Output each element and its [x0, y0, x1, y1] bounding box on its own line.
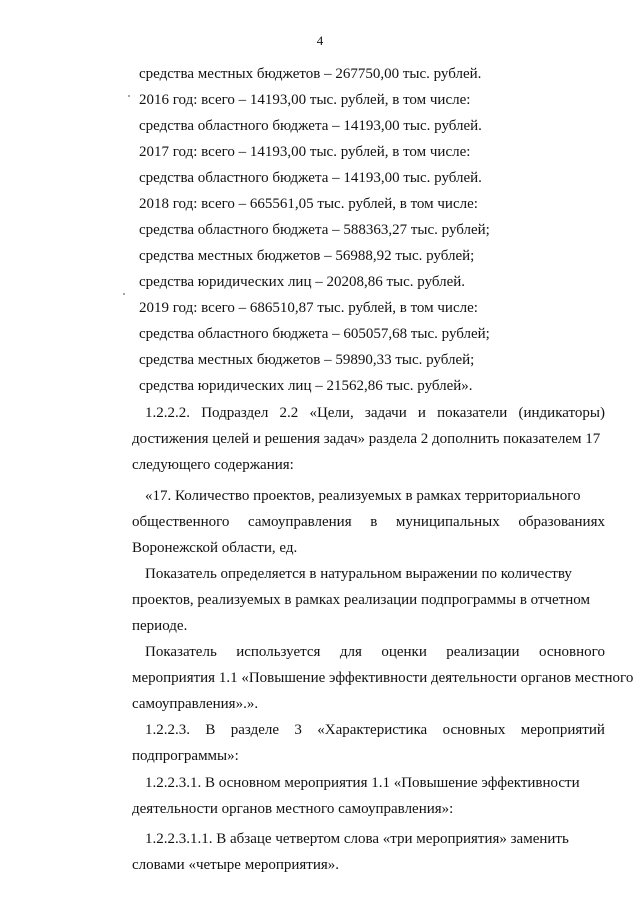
word: используется [236, 644, 321, 660]
funding-line: 2017 год: всего – 14193,00 тыс. рублей, в том числе: [139, 144, 471, 160]
word: 2.2 [279, 405, 299, 421]
funding-line: средства областного бюджета – 588363,27 тыс. рублей; [139, 222, 490, 238]
word: показатели [437, 405, 508, 421]
funding-line: средства областного бюджета – 14193,00 тыс. рублей. [139, 118, 482, 134]
paragraph-line [145, 643, 605, 661]
paragraph-line: достижения целей и решения задач» раздела 2 дополнить показателем 17 [132, 431, 601, 447]
funding-line: средства областного бюджета – 605057,68 тыс. рублей; [139, 326, 490, 342]
paragraph-line: словами «четыре мероприятия». [132, 857, 340, 873]
word: основного [539, 644, 605, 660]
funding-line: средства местных бюджетов – 59890,33 тыс. рублей; [139, 352, 475, 368]
paragraph-line: Показатель определяется в натуральном выражении по количеству [145, 566, 572, 582]
word: разделе [230, 722, 280, 738]
word: 3 [294, 722, 302, 738]
scan-speck [123, 293, 125, 295]
word: «Характеристика [317, 722, 428, 738]
paragraph-line: подпрограммы»: [132, 748, 239, 764]
paragraph-line: периоде. [132, 618, 188, 634]
paragraph-line: проектов, реализуемых в рамках реализации подпрограммы в отчетном [132, 592, 590, 608]
paragraph-line: 1.2.2.3.1.1. В абзаце четвертом слова «три мероприятия» заменить [145, 831, 569, 847]
word: для [339, 644, 362, 660]
paragraph-line: Воронежской области, ед. [132, 540, 298, 556]
paragraph-line [132, 513, 605, 531]
word: В [205, 722, 216, 738]
word: Показатель [145, 644, 217, 660]
word: мероприятий [520, 722, 605, 738]
paragraph-line: самоуправления».». [132, 696, 259, 712]
funding-line: средства местных бюджетов – 267750,00 тыс. рублей. [139, 66, 482, 82]
funding-line: средства юридических лиц – 20208,86 тыс. рублей. [139, 274, 466, 290]
paragraph-line: следующего содержания: [132, 457, 294, 473]
funding-line: 2018 год: всего – 665561,05 тыс. рублей, в том числе: [139, 196, 478, 212]
paragraph-line: «17. Количество проектов, реализуемых в рамках территориального [145, 488, 581, 504]
word: (индикаторы) [518, 405, 605, 421]
paragraph-line [145, 721, 605, 739]
funding-line: 2016 год: всего – 14193,00 тыс. рублей, в том числе: [139, 92, 471, 108]
word: «Цели, [309, 405, 354, 421]
word: 1.2.2.2. [145, 405, 190, 421]
page-number: 4 [316, 33, 324, 48]
word: самоуправления [248, 514, 352, 530]
word: основных [442, 722, 506, 738]
word: и [417, 405, 426, 421]
word: муниципальных [395, 514, 500, 530]
word: реализации [446, 644, 520, 660]
funding-line: средства местных бюджетов – 56988,92 тыс. рублей; [139, 248, 475, 264]
word: задачи [364, 405, 407, 421]
paragraph-line [145, 404, 605, 422]
word: образованиях [518, 514, 605, 530]
word: в [370, 514, 378, 530]
word: общественного [132, 514, 230, 530]
word: 1.2.2.3. [145, 722, 190, 738]
paragraph-line: мероприятия 1.1 «Повышение эффективности деятельности органов местного [132, 670, 634, 686]
paragraph-line: 1.2.2.3.1. В основном мероприятия 1.1 «Повышение эффективности [145, 775, 580, 791]
word: оценки [381, 644, 427, 660]
word: Подраздел [201, 405, 269, 421]
funding-line: средства юридических лиц – 21562,86 тыс. рублей». [139, 378, 473, 394]
paragraph-line: деятельности органов местного самоуправления»: [132, 801, 454, 817]
funding-line: 2019 год: всего – 686510,87 тыс. рублей, в том числе: [139, 300, 478, 316]
scan-speck [128, 95, 130, 97]
funding-line: средства областного бюджета – 14193,00 тыс. рублей. [139, 170, 482, 186]
